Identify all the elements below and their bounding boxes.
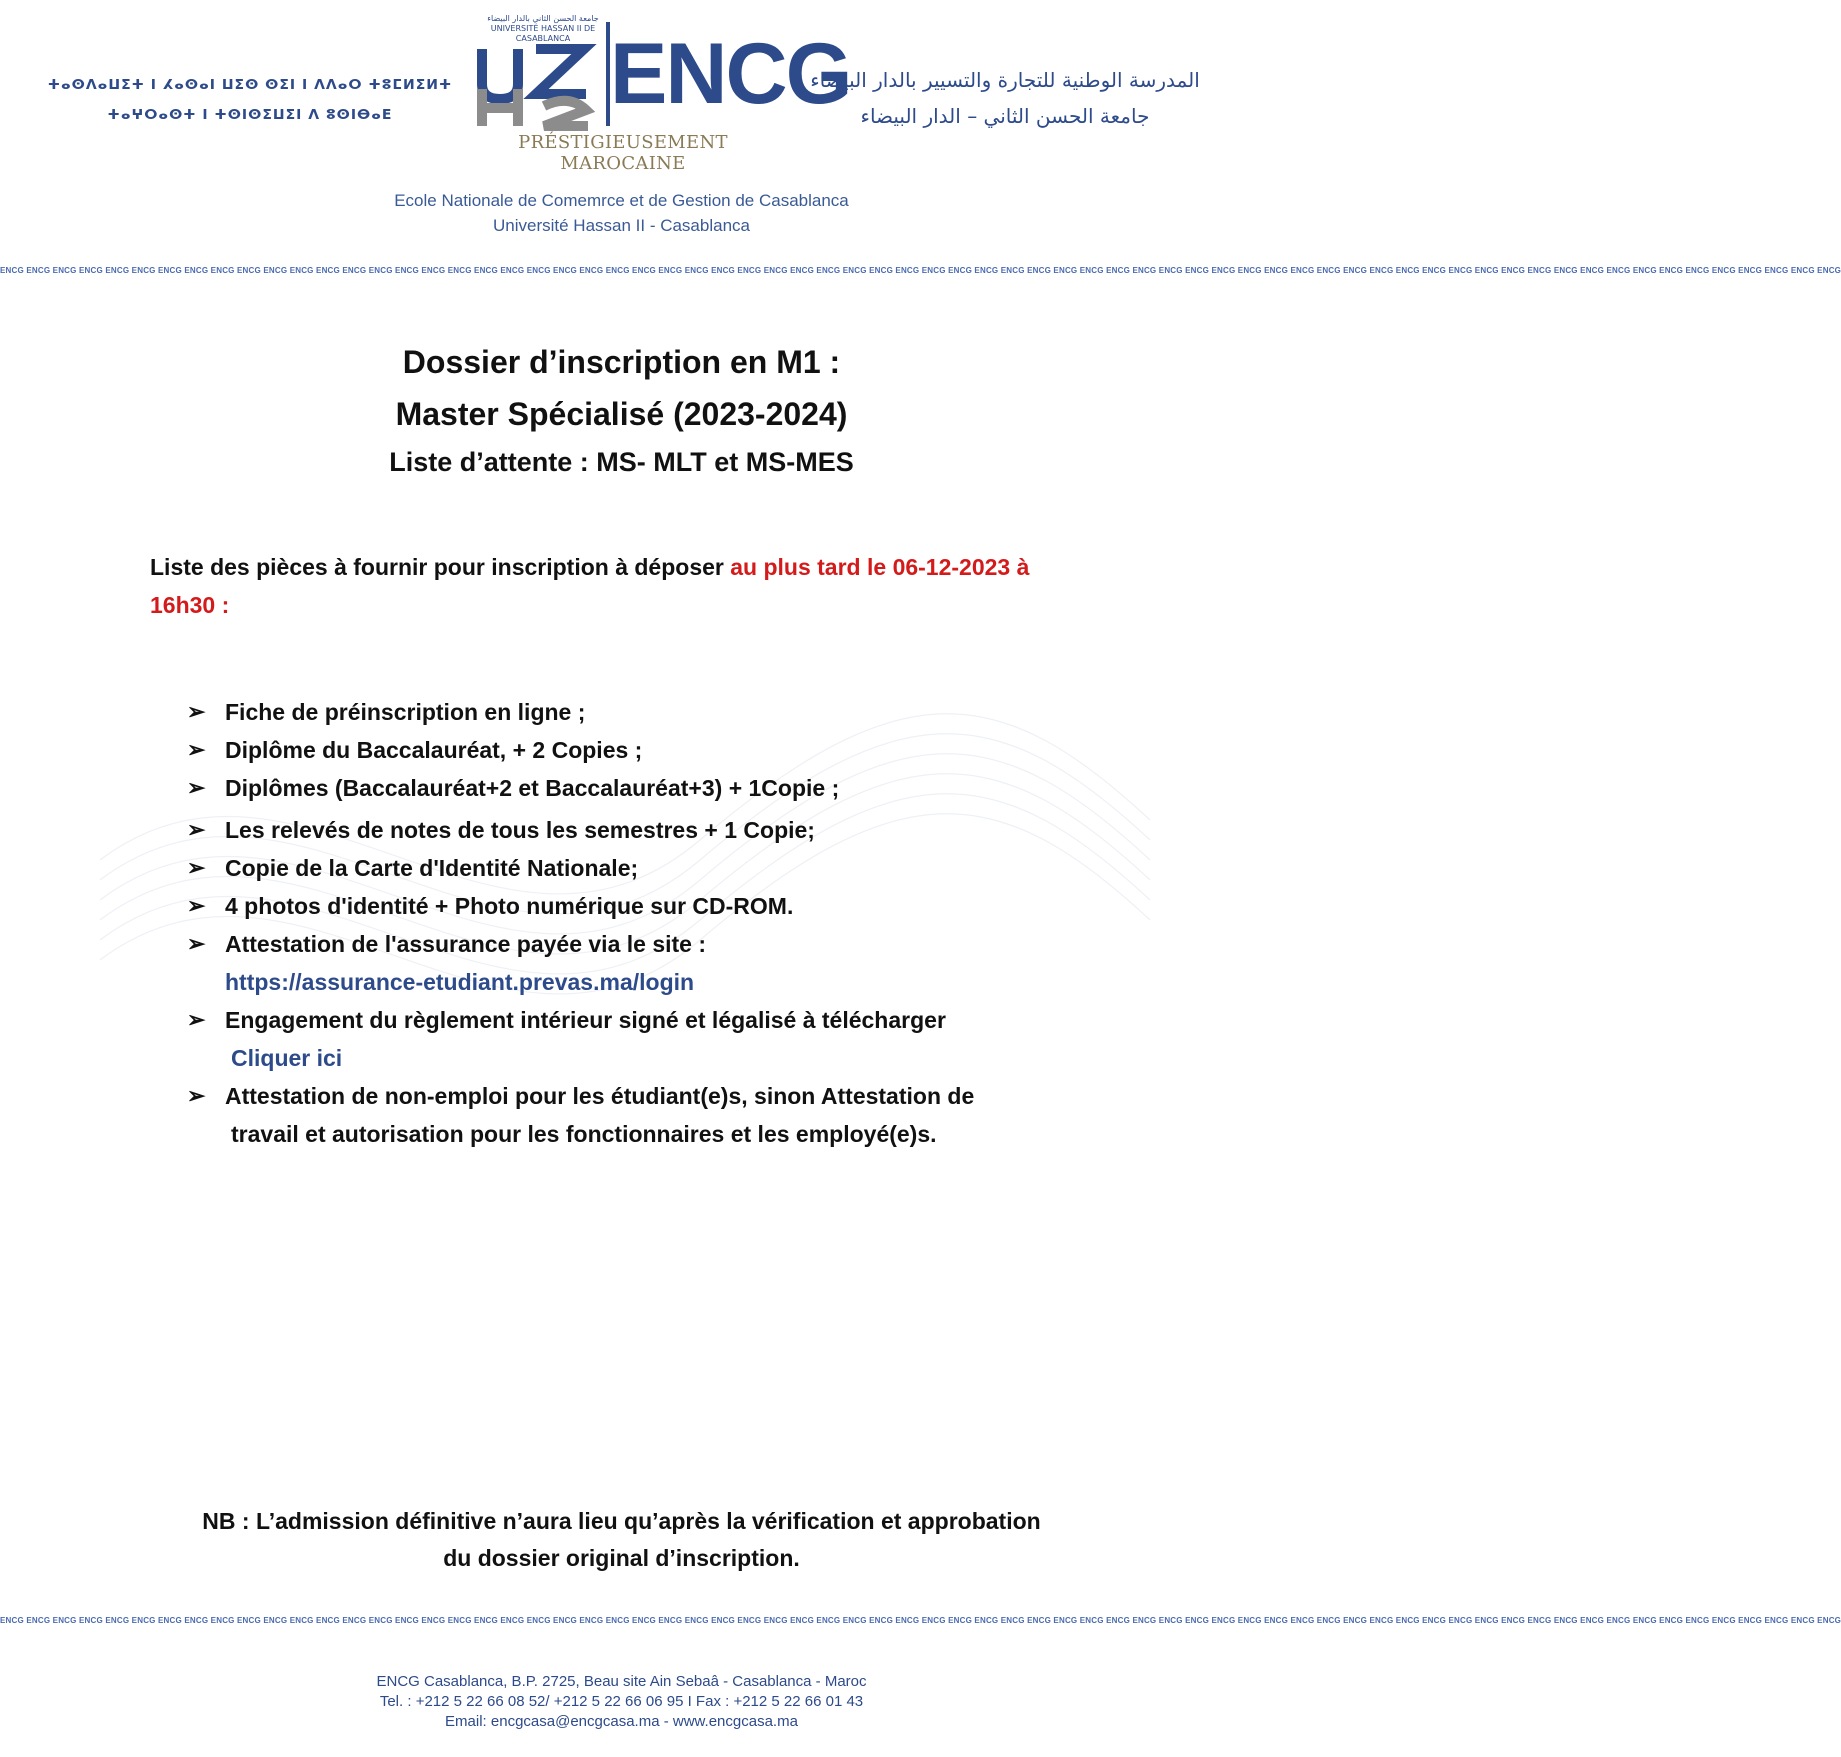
- arrow-bullet-icon: ➢: [187, 893, 206, 918]
- encg-logo: [468, 14, 851, 174]
- footer-contact: [0, 1672, 1243, 1732]
- title-line-1: Dossier d’inscription en M1 :: [402, 344, 841, 380]
- footer-email: Email: encgcasa@encgcasa.ma - www.encgcasa.ma: [445, 1713, 798, 1730]
- arrow-bullet-icon: ➢: [187, 817, 206, 842]
- uh2-emblem-icon: [474, 44, 604, 129]
- logo-tagline: PRÉSTIGIEUSEMENT MAROCAINE: [518, 132, 728, 174]
- tifinagh-line-1: ⵜⴰⵙⴷⴰⵡⵉⵜ ⵏ ⵃⴰⵙⴰⵏ ⵡⵉⵙ ⵙⵉⵏ ⵏ ⴷⴷⴰⵔ ⵜⵓⵎⵍⵉⵍⵜ: [47, 77, 453, 93]
- arabic-line-1: المدرسة الوطنية للتجارة والتسيير بالدار البيضاء: [810, 68, 1200, 92]
- item-text-continued: travail et autorisation pour les fonctionnaires et les employé(e)s.: [231, 1121, 937, 1147]
- arrow-bullet-icon: ➢: [187, 699, 206, 724]
- required-documents-list: [187, 693, 1087, 1153]
- tifinagh-line-2: ⵜⴰⵖⵔⴰⵙⵜ ⵏ ⵜⵙⵏⵙⵉⵡⵉⵏ ⴷ ⵓⵙⵏⴱⴰⴹ: [107, 107, 393, 123]
- item-text: Fiche de préinscription en ligne ;: [225, 699, 586, 725]
- item-text: Engagement du règlement intérieur signé et légalisé à télécharger: [225, 1007, 946, 1033]
- list-item: [187, 693, 1087, 731]
- title-line-3: Liste d’attente : MS- MLT et MS-MES: [389, 447, 854, 477]
- list-item: [187, 1077, 1087, 1153]
- list-item: [187, 887, 1087, 925]
- list-item: [187, 849, 1087, 887]
- arrow-bullet-icon: ➢: [187, 1083, 206, 1108]
- list-item: [187, 731, 1087, 769]
- arabic-line-2: جامعة الحسن الثاني – الدار البيضاء: [860, 104, 1150, 128]
- school-subtitle: [0, 188, 1243, 238]
- intro-text: Liste des pièces à fournir pour inscription à déposer: [150, 554, 731, 580]
- document-title: [0, 336, 1243, 484]
- click-here-link[interactable]: Cliquer ici: [231, 1045, 343, 1071]
- item-text: Attestation de l'assurance payée via le site :: [225, 931, 707, 957]
- item-text: 4 photos d'identité + Photo numérique sur CD-ROM.: [225, 893, 794, 919]
- nb-note: [0, 1503, 1243, 1577]
- intro-paragraph: [150, 548, 1050, 624]
- arrow-bullet-icon: ➢: [187, 855, 206, 880]
- arabic-school-name: [805, 62, 1205, 134]
- arrow-bullet-icon: ➢: [187, 775, 206, 800]
- nb-line-2: du dossier original d’inscription.: [443, 1545, 800, 1571]
- item-text: Attestation de non-emploi pour les étudiant(e)s, sinon Attestation de: [225, 1083, 975, 1109]
- encg-band-top: ENCG ENCG ENCG ENCG ENCG ENCG ENCG ENCG ENCG ENCG ENCG ENCG ENCG ENCG ENCG ENCG ENCG ENCG ENCG ENCG ENCG ENCG ENCG ENCG ENCG ENCG ENCG ENCG ENCG ENCG ENCG ENCG ENCG ENCG ENCG ENCG ENCG ENCG ENCG ENCG ENCG ENCG ENCG ENCG ENCG ENCG ENCG ENCG ENCG ENCG ENCG ENCG ENCG ENCG ENCG ENCG ENCG ENCG ENCG ENCG ENCG ENCG ENCG ENCG ENCG ENCG ENCG ENCG ENCG ENCG: [0, 266, 1841, 275]
- assurance-link[interactable]: https://assurance-etudiant.prevas.ma/login: [225, 969, 695, 995]
- footer-phones: Tel. : +212 5 22 66 08 52/ +212 5 22 66 06 95 I Fax : +212 5 22 66 01 43: [379, 1693, 864, 1710]
- school-name: Ecole Nationale de Comemrce et de Gestion de Casablanca: [394, 191, 849, 210]
- university-name: Université Hassan II - Casablanca: [492, 216, 750, 235]
- logo-arabic-caption: جامعة الحسن الثاني بالدار البيضاء: [487, 14, 599, 23]
- list-item: [187, 1001, 1087, 1077]
- item-text: Copie de la Carte d'Identité Nationale;: [225, 855, 639, 881]
- tifinagh-heading: [40, 70, 460, 130]
- arrow-bullet-icon: ➢: [187, 1007, 206, 1032]
- footer-address: ENCG Casablanca, B.P. 2725, Beau site Ain Sebaâ - Casablanca - Maroc: [376, 1673, 867, 1690]
- nb-line-1: NB : L’admission définitive n’aura lieu qu’après la vérification et approbation: [202, 1508, 1041, 1534]
- encg-band-bottom: ENCG ENCG ENCG ENCG ENCG ENCG ENCG ENCG ENCG ENCG ENCG ENCG ENCG ENCG ENCG ENCG ENCG ENCG ENCG ENCG ENCG ENCG ENCG ENCG ENCG ENCG ENCG ENCG ENCG ENCG ENCG ENCG ENCG ENCG ENCG ENCG ENCG ENCG ENCG ENCG ENCG ENCG ENCG ENCG ENCG ENCG ENCG ENCG ENCG ENCG ENCG ENCG ENCG ENCG ENCG ENCG ENCG ENCG ENCG ENCG ENCG ENCG ENCG ENCG ENCG ENCG ENCG ENCG ENCG ENCG: [0, 1616, 1841, 1625]
- list-item: [187, 925, 1087, 1001]
- logo-french-caption: UNIVERSITÉ HASSAN II DE CASABLANCA: [490, 24, 596, 43]
- item-text: Diplômes (Baccalauréat+2 et Baccalauréat+3) + 1Copie ;: [225, 775, 840, 801]
- deadline-text: au plus tard le 06-12-2023 à 16h30 :: [150, 554, 1030, 618]
- list-item: [187, 811, 1087, 849]
- list-item: [187, 769, 1087, 807]
- logo-university-caption: [468, 14, 618, 44]
- title-line-2: Master Spécialisé (2023-2024): [395, 396, 848, 432]
- logo-encg-text: ENCG: [610, 26, 851, 122]
- arrow-bullet-icon: ➢: [187, 931, 206, 956]
- item-text: Diplôme du Baccalauréat, + 2 Copies ;: [225, 737, 643, 763]
- item-text: Les relevés de notes de tous les semestres + 1 Copie;: [225, 817, 815, 843]
- arrow-bullet-icon: ➢: [187, 737, 206, 762]
